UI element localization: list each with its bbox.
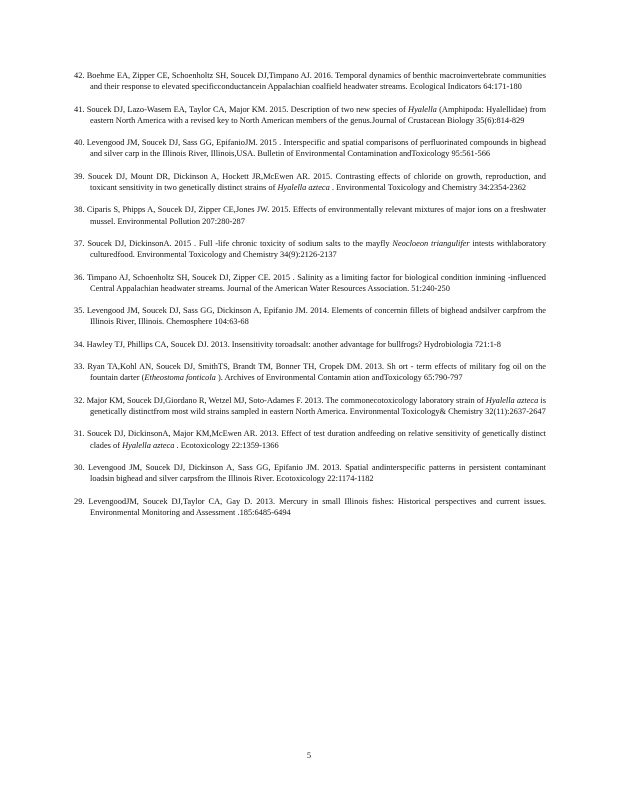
- reference-text: LevengoodJM, Soucek DJ,Taylor CA, Gay D. 2013. Mercury in small Illinois fishes: Historical perspectives and current issues. Environmental Monitoring and Assessment .185:6485-6494: [88, 496, 546, 517]
- page-number: 5: [306, 751, 312, 760]
- reference-item: [74, 462, 546, 484]
- reference-number: 34.: [74, 339, 85, 349]
- reference-text: Levengood JM, Soucek DJ, Dickinson A, Sass GG, Epifanio JM. 2013. Spatial andinterspecific patterns in persistent contaminant loadsin bighead and silver carpsfrom the Illinois River. Ecotoxicology 22:1174-1182: [88, 462, 547, 484]
- species-name: Hyalella: [408, 104, 437, 114]
- reference-text: Boehme EA, Zipper CE, Schoenholtz SH, Soucek DJ,Timpano AJ. 2016. Temporal dynamics of benthic macroinvertebrate communities and their response to elevated specificconductancein Appalachian coalfield headwater streams. Ecological Indicators 64:171-180: [86, 71, 547, 92]
- reference-text: Soucek DJ, DickinsonA, Major KM,McEwen AR. 2013. Effect of test duration andfeeding on relative sensitivity of genetically distinct clades of: [86, 429, 547, 450]
- reference-list: [74, 70, 546, 529]
- reference-text: Levengood JM, Soucek DJ, Sass GG, Dickinson A, Epifanio JM. 2014. Elements of concernin fillets of bighead andsilver carpfrom the Illinois River, Illinois. Chemosphere 104:63-68: [86, 306, 547, 327]
- reference-item: [74, 361, 546, 383]
- reference-text: Timpano AJ, Schoenholtz SH, Soucek DJ, Zipper CE. 2015 . Salinity as a limiting factor for biological condition inmining -influenced Central Appalachian headwater streams. Journal of the American Water Resources Association. 51:240-250: [86, 272, 546, 293]
- reference-item: [74, 272, 546, 294]
- reference-item: [74, 395, 546, 417]
- reference-number: 32.: [74, 395, 85, 405]
- reference-text: Soucek DJ, DickinsonA. 2015 . Full -life chronic toxicity of sodium salts to the mayfly: [87, 238, 393, 248]
- reference-number: 39.: [74, 171, 85, 181]
- reference-text-cont: . Ecotoxicology 22:1359-1366: [174, 440, 279, 450]
- reference-item: [74, 238, 546, 260]
- reference-item: [74, 339, 546, 350]
- reference-item: [74, 428, 546, 450]
- reference-number: 36.: [74, 272, 85, 282]
- reference-text-cont: intests withlaboratory culturedfood. Environmental Toxicology and Chemistry 34(9):2126-2137: [90, 238, 547, 260]
- species-name: Hyalella azteca: [277, 182, 330, 192]
- reference-number: 40.: [74, 138, 85, 148]
- reference-text: Soucek DJ, Lazo-Wasem EA, Taylor CA, Major KM. 2015. Description of two new species of: [86, 104, 409, 114]
- species-name: Hyalella azteca: [122, 440, 175, 450]
- reference-text-cont: (Amphipoda: Hyalellidae) from eastern North America with a revised key to North American members of the genus.Journal of Crustacean Biology 35(6):814-829: [90, 104, 547, 125]
- reference-text: Hawley TJ, Phillips CA, Soucek DJ. 2013. Insensitivity toroadsalt: another advantage for bullfrogs? Hydrobiologia 721:1-8: [86, 339, 501, 349]
- species-name: Etheostoma fonticola: [144, 373, 216, 383]
- reference-item: [74, 305, 546, 327]
- reference-number: 41.: [74, 104, 85, 114]
- reference-text-cont: is genetically distinctfrom most wild strains sampled in eastern North America. Environmental Toxicology& Chemistry 32(11):2637-2647: [90, 395, 547, 416]
- reference-number: 33.: [74, 362, 85, 372]
- reference-text: Soucek DJ, Mount DR, Dickinson A, Hockett JR,McEwen AR. 2015. Contrasting effects of chloride on growth, reproduction, and toxicant sensitivity in two genetically distinct strains of: [87, 171, 546, 192]
- reference-item: [74, 104, 546, 126]
- reference-number: 38.: [74, 205, 85, 215]
- reference-number: 30.: [74, 462, 85, 472]
- reference-number: 35.: [74, 306, 85, 316]
- reference-text: Ciparis S, Phipps A, Soucek DJ, Zipper CE,Jones JW. 2015. Effects of environmentally relevant mixtures of major ions on a freshwater mussel. Environmental Pollution 207:280-287: [86, 205, 547, 226]
- species-name: Hyalella azteca: [485, 395, 539, 405]
- reference-item: [74, 70, 546, 92]
- reference-item: [74, 496, 546, 518]
- reference-item: [74, 171, 546, 193]
- reference-text-cont: ). Archives of Environmental Contamin ation andToxicology 65:790-797: [215, 373, 463, 383]
- species-name: Neocloeon triangulifer: [392, 238, 470, 248]
- reference-number: 29.: [74, 496, 85, 506]
- reference-text: Levengood JM, Soucek DJ, Sass GG, EpifanioJM. 2015 . Interspecific and spatial comparisons of perfluorinated compounds in bighead and silver carp in the Illinois River, Illinois,USA. Bulletin of Environmental Contamination andToxicology 95:561-566: [86, 138, 546, 159]
- reference-item: [74, 204, 546, 226]
- reference-text: Major KM, Soucek DJ,Giordano R, Wetzel MJ, Soto-Adames F. 2013. The commonecotoxicology laboratory strain of: [86, 395, 486, 405]
- reference-text: Ryan TA,Kohl AN, Soucek DJ, SmithTS, Brandt TM, Bonner TH, Cropek DM. 2013. Sh ort - term effects of military fog oil on the fountain darter (: [87, 362, 547, 383]
- reference-number: 42.: [74, 71, 85, 80]
- reference-number: 31.: [74, 429, 85, 439]
- reference-number: 37.: [74, 238, 85, 248]
- reference-item: [74, 137, 546, 159]
- reference-text-cont: . Environmental Toxicology and Chemistry 34:2354-2362: [329, 182, 527, 192]
